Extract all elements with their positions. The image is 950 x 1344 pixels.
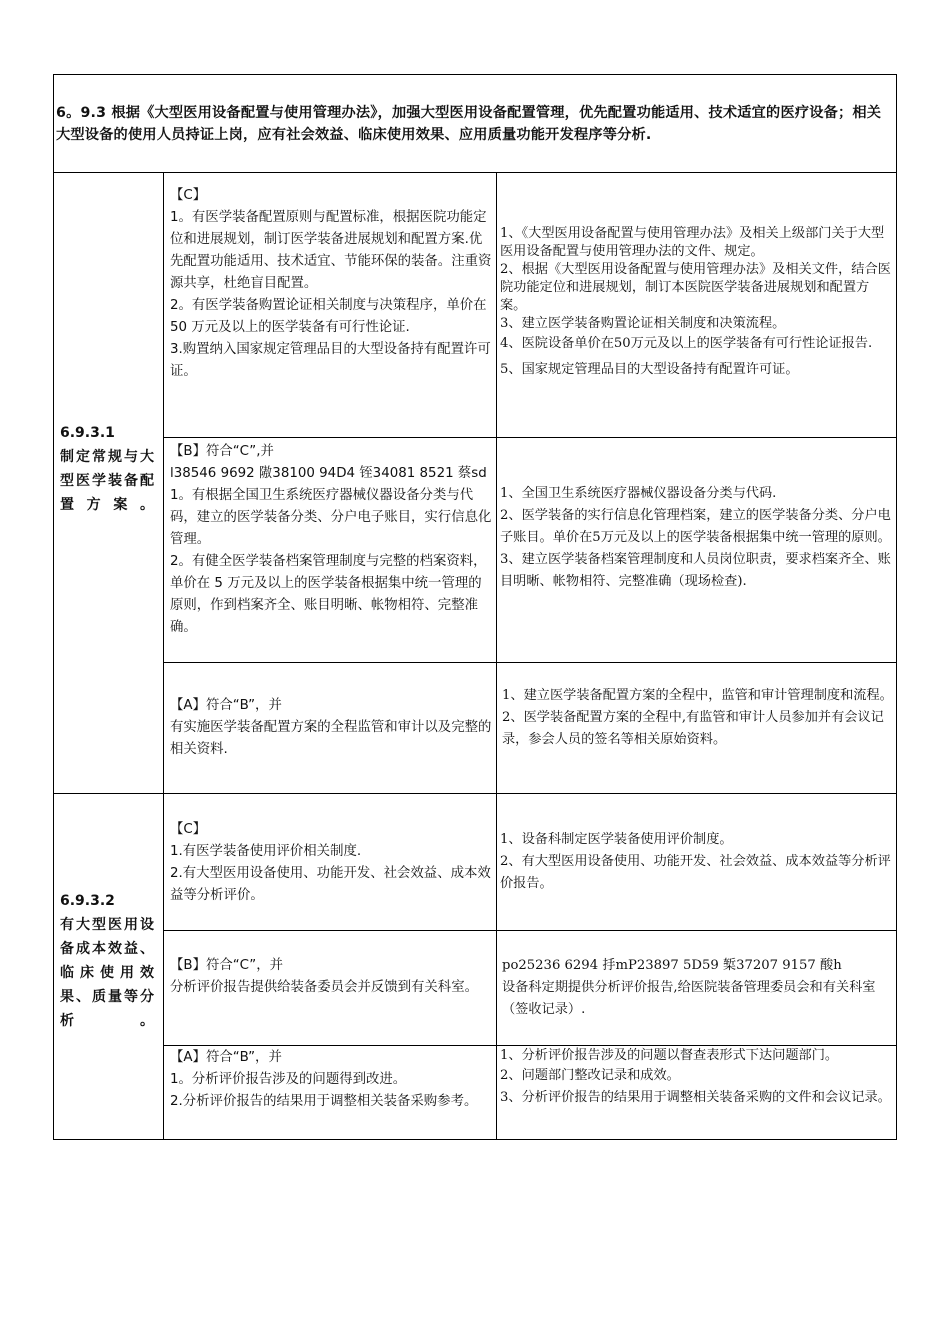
evidence-item: 2、有大型医用设备使用、功能开发、社会效益、成本效益等分析评价报告。 <box>500 854 891 891</box>
criteria-item: 1。分析评价报告涉及的问题得到改进。 <box>170 1072 407 1087</box>
table-header <box>54 75 896 173</box>
evidence-cell <box>502 955 894 1021</box>
evidence-item: 3、建立医学装备档案管理制度和人员岗位职责，要求档案齐全、账目明晰、帐物相符、完整准确（现场检查). <box>500 552 891 589</box>
criteria-cell <box>170 1047 492 1113</box>
evidence-item: 2、医学装备配置方案的全程中,有监管和审计人员参加并有会议记录，参会人员的签名等相关原始资料。 <box>502 710 884 747</box>
criteria-cell <box>170 695 492 761</box>
evidence-item: 1、分析评价报告涉及的问题以督查表形式下达问题部门。 <box>500 1048 839 1063</box>
criteria-item: 2.分析评价报告的结果用于调整相关装备采购参考。 <box>170 1094 478 1109</box>
criteria-cell <box>170 819 492 907</box>
header-text: 6。9.3 根据《大型医用设备配置与使用管理办法》，加强大型医用设备配置管理，优先配置功能适用、技术适宜的医疗设备；相关大型设备的使用人员持证上岗，应有社会效益、临床使用效果、应用质量功能开发程序等分析. <box>56 104 882 143</box>
section-id: 6.9.3.1 <box>60 425 115 441</box>
row-divider <box>163 662 896 663</box>
evidence-cell <box>500 225 894 385</box>
evidence-cell <box>500 829 894 895</box>
evidence-item: 2、问题部门整改记录和成效。 <box>500 1068 680 1083</box>
column-divider <box>496 173 497 1140</box>
standards-table <box>53 74 897 1140</box>
evidence-item: 1、全国卫生系统医疗器械仪器设备分类与代码. <box>500 486 777 501</box>
section-divider <box>54 793 896 794</box>
level-label: 【A】符合“B”，并 <box>170 1050 282 1065</box>
evidence-item: 5、国家规定管理品目的大型设备持有配置许可证。 <box>500 362 799 377</box>
evidence-cell <box>500 1047 894 1109</box>
criteria-item: 1.有医学装备使用评价相关制度. <box>170 844 362 859</box>
watermark-noise: l38546 9692 隞38100 94D4 铚34081 8521 蔡sd <box>170 466 487 481</box>
criteria-cell <box>170 955 492 999</box>
level-label: 【C】 <box>170 188 207 203</box>
evidence-cell <box>500 483 894 593</box>
section-title: 有大型医用设备成本效益、临床使用效果、质量等分析。 <box>60 917 154 1029</box>
evidence-cell <box>502 685 894 751</box>
row-divider <box>163 437 896 438</box>
evidence-item: 1、《大型医用设备配置与使用管理办法》及相关上级部门关于大型医用设备配置与使用管理办法的文件、规定。 <box>500 226 885 259</box>
evidence-item: 2、根据《大型医用设备配置与使用管理办法》及相关文件，结合医院功能定位和进展规划，制订本医院医学装备进展规划和配置方案。 <box>500 262 891 313</box>
criteria-item: 2.有大型医用设备使用、功能开发、社会效益、成本效益等分析评价。 <box>170 866 491 903</box>
evidence-item: 1、建立医学装备配置方案的全程中，监管和审计管理制度和流程。 <box>502 688 893 703</box>
section-title: 制定常规与大型医学装备配置方案。 <box>60 449 154 513</box>
section-label <box>60 889 154 1033</box>
evidence-item: 设备科定期提供分析评价报告,给医院装备管理委员会和有关科室（签收记录）. <box>502 980 876 1017</box>
section-label <box>60 421 154 517</box>
section-id: 6.9.3.2 <box>60 893 115 909</box>
criteria-item: 2。有健全医学装备档案管理制度与完整的档案资料，单价在 5 万元及以上的医学装备根据集中统一管理的原则，作到档案齐全、账目明晰、帐物相符、完整准确。 <box>170 554 487 635</box>
level-label: 【B】符合“C”,并 <box>170 444 274 459</box>
criteria-cell <box>170 441 492 639</box>
criteria-item: 3.购置纳入国家规定管理品目的大型设备持有配置许可证。 <box>170 342 491 379</box>
criteria-item: 有实施医学装备配置方案的全程监管和审计以及完整的相关资料. <box>170 720 492 757</box>
level-label: 【B】符合“C”，并 <box>170 958 284 973</box>
evidence-item: 1、设备科制定医学装备使用评价制度。 <box>500 832 733 847</box>
level-label: 【A】符合“B”，并 <box>170 698 282 713</box>
criteria-cell <box>170 185 492 383</box>
column-divider <box>163 173 164 1140</box>
criteria-item: 2。有医学装备购置论证相关制度与决策程序，单价在 50 万元及以上的医学装备有可行性论证. <box>170 298 487 335</box>
criteria-item: 1。有根据全国卫生系统医疗器械仪器设备分类与代码，建立的医学装备分类、分户电子账目，实行信息化管理。 <box>170 488 492 547</box>
evidence-item: 2、医学装备的实行信息化管理档案，建立的医学装备分类、分户电子账目。单价在5万元及以上的医学装备根据集中统一管理的原则。 <box>500 508 891 545</box>
criteria-item: 1。有医学装备配置原则与配置标准，根据医院功能定位和进展规划，制订医学装备进展规划和配置方案.优先配置功能适用、技术适宜、节能环保的装备。注重资源共享，杜绝盲目配置。 <box>170 210 492 291</box>
evidence-item: 3、分析评价报告的结果用于调整相关装备采购的文件和会议记录。 <box>500 1090 891 1105</box>
row-divider <box>163 930 896 931</box>
level-label: 【C】 <box>170 822 207 837</box>
watermark-noise: po25236 6294 抙mP23897 5D59 椠37207 9157 酸h <box>502 958 842 973</box>
evidence-item: 4、医院设备单价在50万元及以上的医学装备有可行性论证报告. <box>500 336 873 351</box>
row-divider <box>163 1045 896 1046</box>
evidence-item: 3、建立医学装备购置论证相关制度和决策流程。 <box>500 316 786 331</box>
criteria-item: 分析评价报告提供给装备委员会并反馈到有关科室。 <box>170 980 478 995</box>
